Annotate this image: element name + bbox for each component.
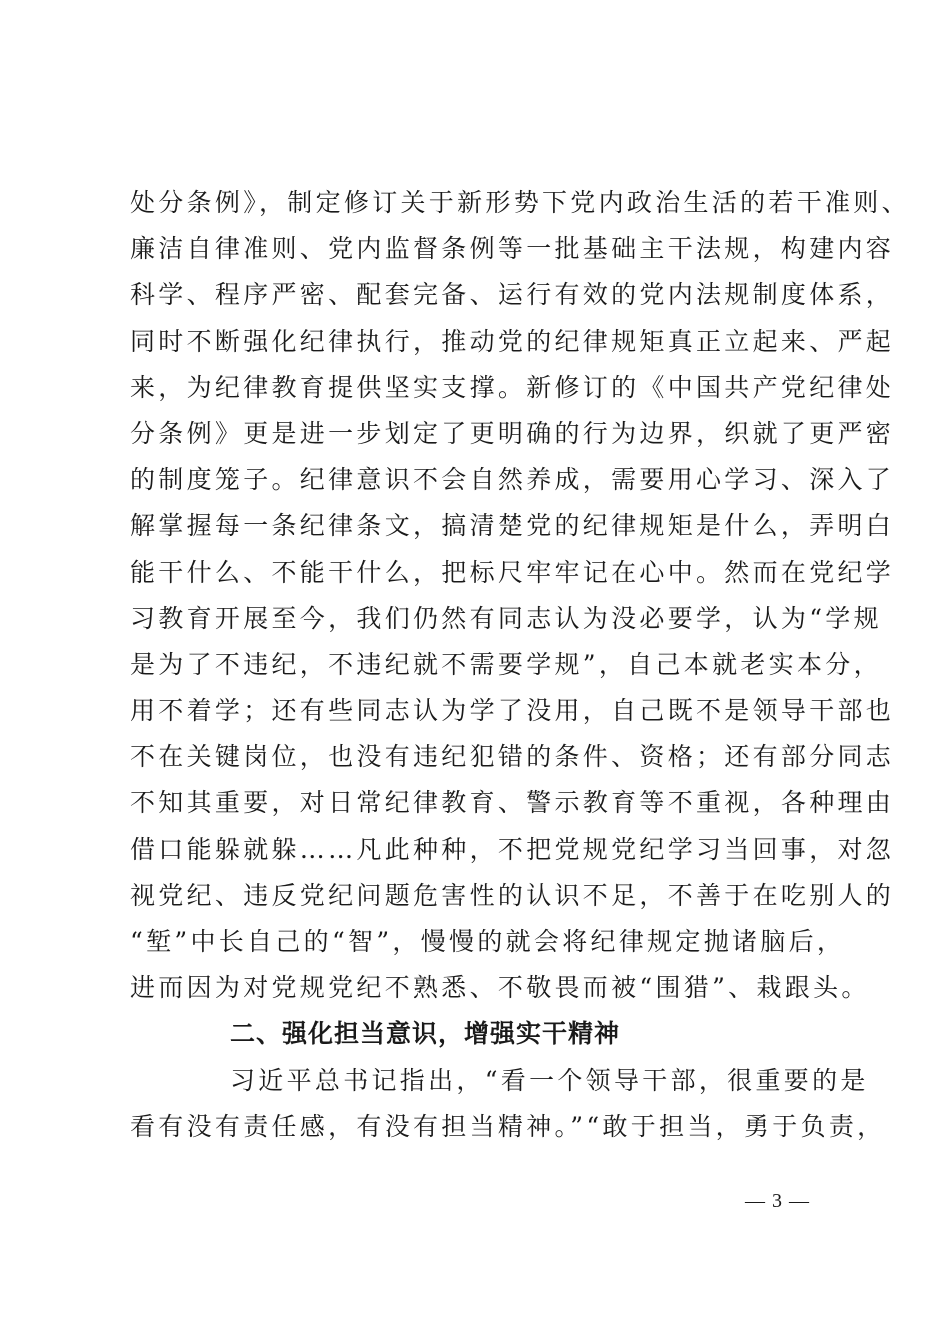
- text-line: 不知其重要，对日常纪律教育、警示教育等不重视，各种理由: [130, 788, 895, 818]
- text-line: 能干什么、不能干什么，把标尺牢牢记在心中。然而在党纪学: [130, 557, 895, 587]
- text-line: 习教育开展至今，我们仍然有同志认为没必要学，认为“学规: [130, 603, 882, 633]
- text-line: 处分条例》，制定修订关于新形势下党内政治生活的若干准则、: [130, 188, 910, 217]
- text-line: 进而因为对党规党纪不熟悉、不敬畏而被“围猎”、栽跟头。: [130, 973, 870, 1003]
- text-line: 分条例》更是进一步划定了更明确的行为边界，织就了更严密: [130, 418, 895, 448]
- text-line: 不在关键岗位，也没有违纪犯错的条件、资格；还有部分同志: [130, 742, 895, 772]
- text-line: 视党纪、违反党纪问题危害性的认识不足，不善于在吃别人的: [130, 880, 895, 910]
- text-line: 来，为纪律教育提供坚实支撑。新修订的《中国共产党纪律处: [130, 372, 895, 402]
- text-line: 的制度笼子。纪律意识不会自然养成，需要用心学习、深入了: [130, 465, 895, 495]
- text-line: 借口能躲就躲……凡此种种，不把党规党纪学习当回事，对忽: [130, 834, 895, 864]
- text-line: 同时不断强化纪律执行，推动党的纪律规矩真正立起来、严起: [130, 326, 895, 356]
- section-heading: 二、强化担当意识，增强实干精神: [230, 1019, 621, 1049]
- text-line: 用不着学；还有些同志认为学了没用，自己既不是领导干部也: [130, 696, 895, 726]
- text-line: 科学、程序严密、配套完备、运行有效的党内法规制度体系，: [130, 280, 895, 310]
- text-line: 是为了不违纪，不违纪就不需要学规”，自己本就老实本分，: [130, 649, 882, 679]
- text-line: 解掌握每一条纪律条文，搞清楚党的纪律规矩是什么，弄明白: [130, 511, 895, 541]
- text-line: 廉洁自律准则、党内监督条例等一批基础主干法规，构建内容: [130, 234, 895, 264]
- text-line: “堑”中长自己的“智”，慢慢的就会将纪律规定抛诸脑后，: [130, 927, 846, 956]
- page-number: — 3 —: [745, 1190, 810, 1212]
- paragraph-first-line: 习近平总书记指出，“看一个领导干部，很重要的是: [230, 1065, 869, 1095]
- text-line: 看有没有责任感，有没有担当精神。”“敢于担当，勇于负责，: [130, 1111, 886, 1141]
- body-text: [130, 180, 910, 1150]
